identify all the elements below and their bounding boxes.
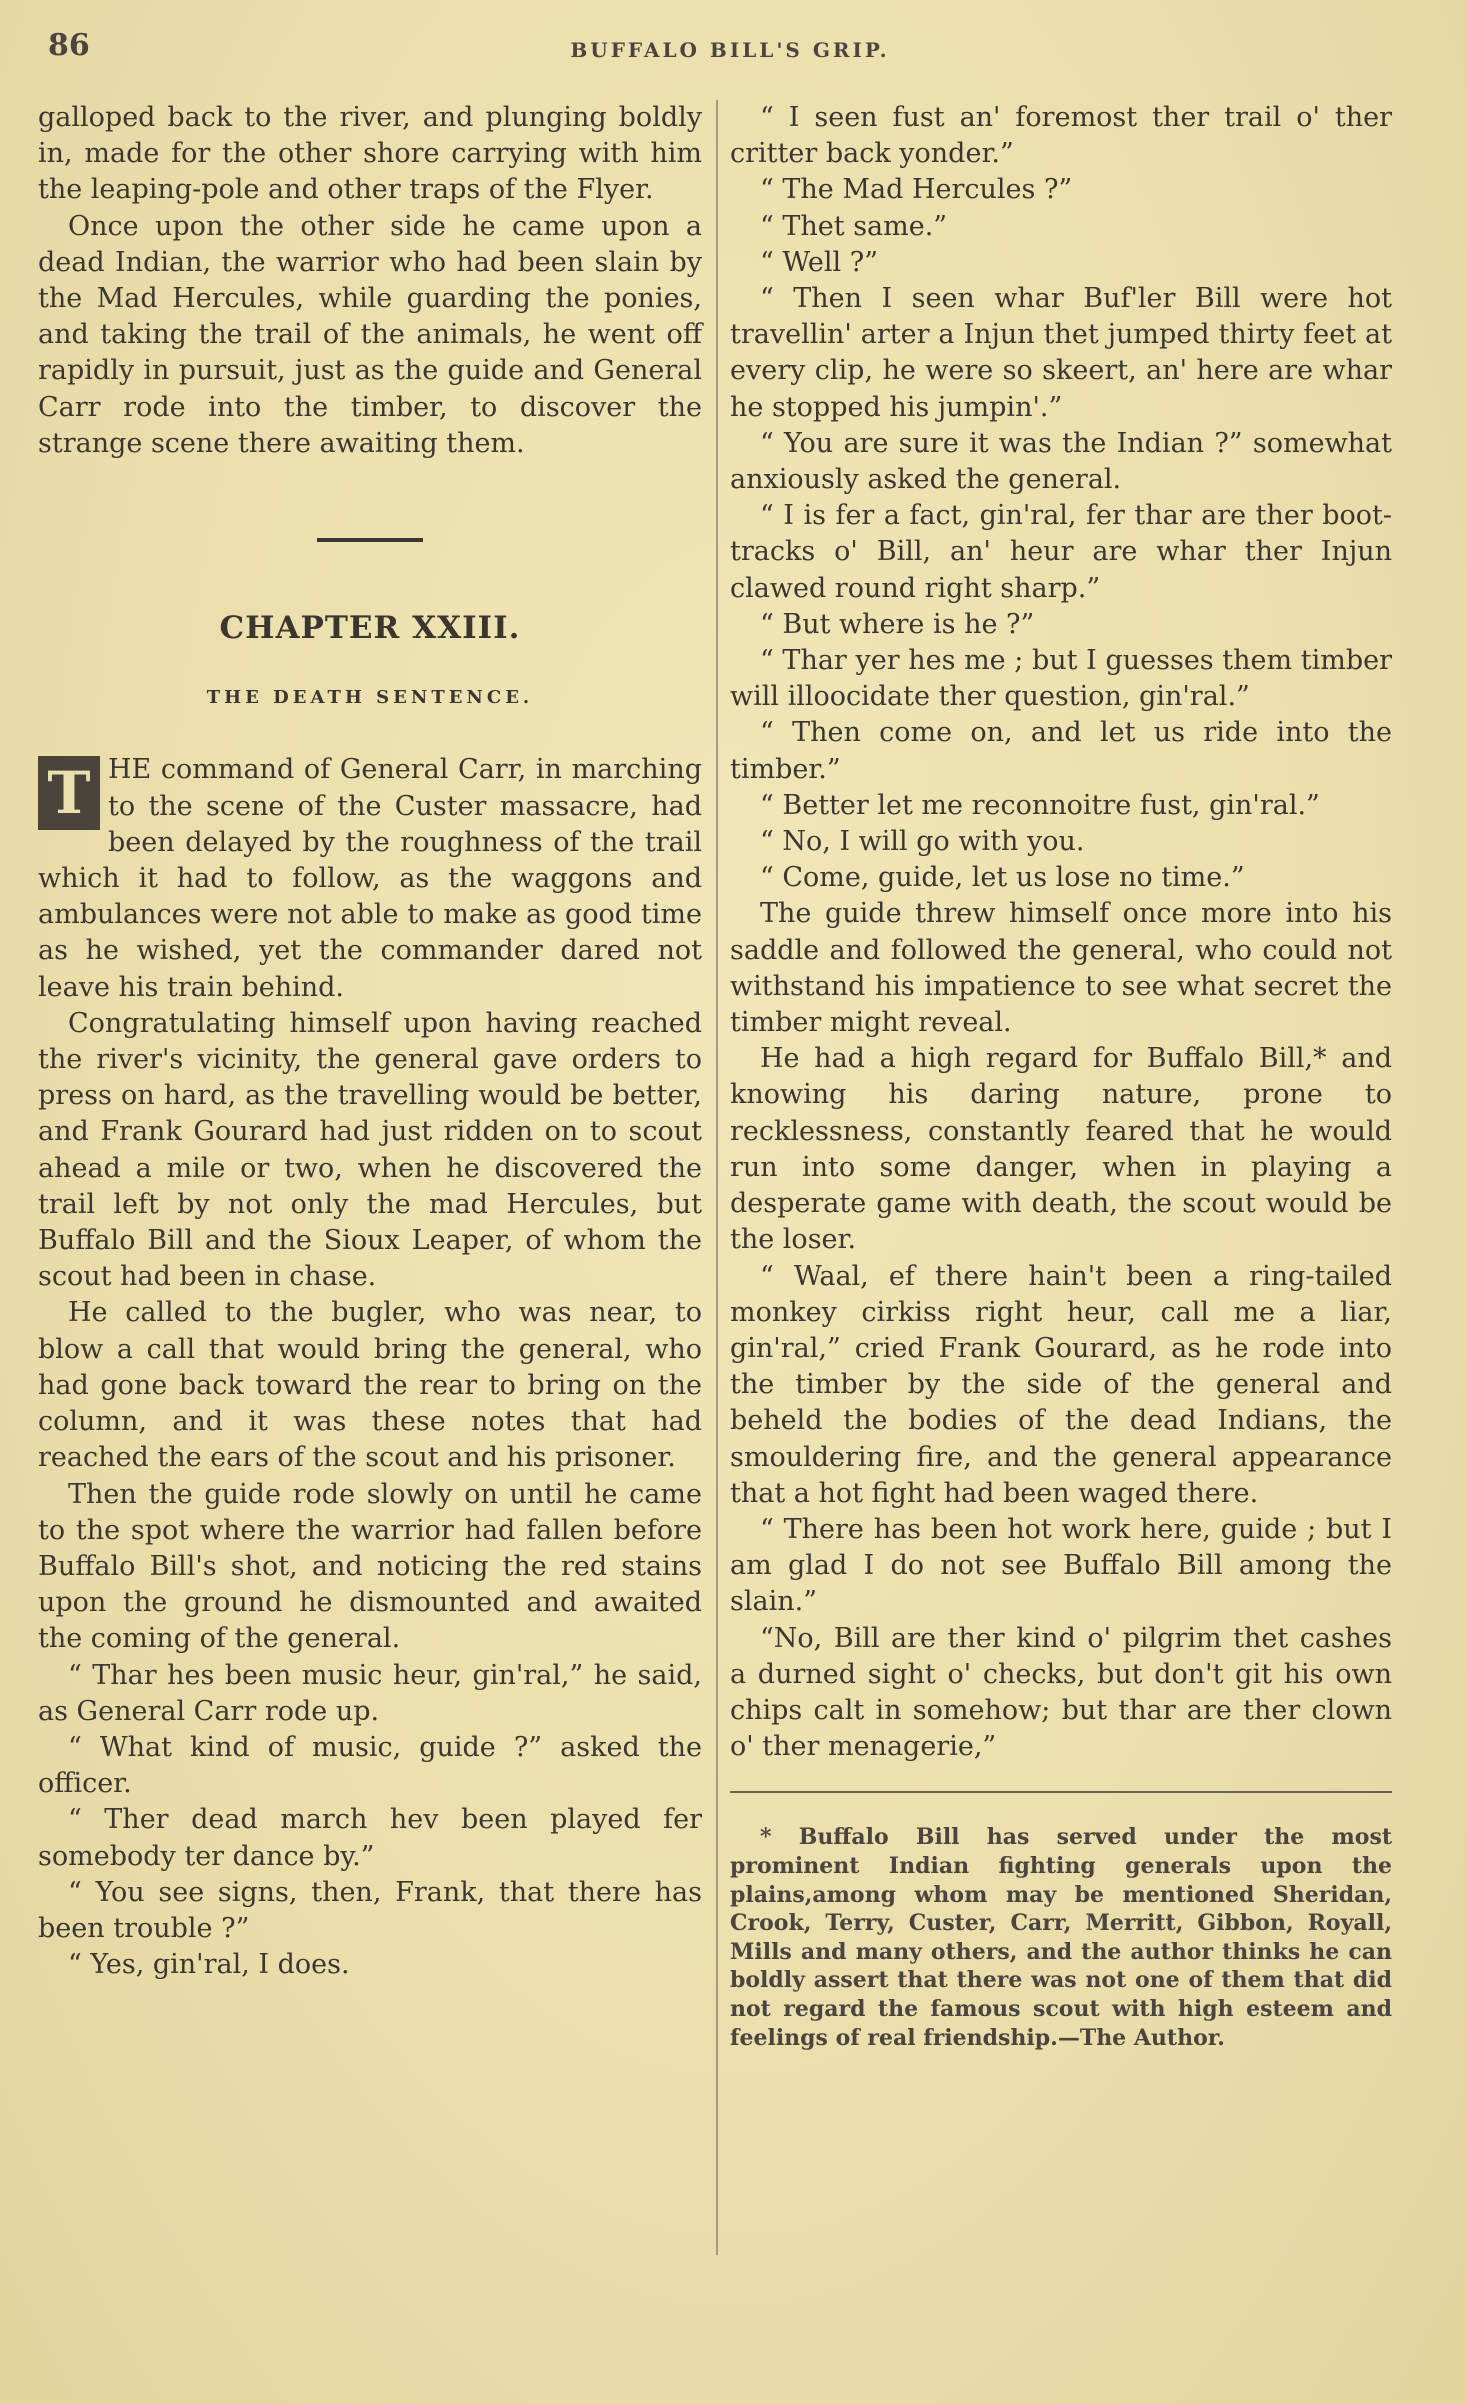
paragraph: Once upon the other side he came upon a dead Indian, the warrior who had been slain by the Mad Hercules, while guarding the ponies, and taking the trail of the animals, he went off rapidly in pursuit, just as the guide and General Carr rode into the timber, to discover the strange scene there awaiting them. <box>38 210 702 459</box>
chapter-opening <box>38 752 702 1005</box>
paragraph: “ Come, guide, let us lose no time.” <box>760 862 1245 894</box>
right-column <box>730 100 1392 2052</box>
paragraph: “ The Mad Hercules ?” <box>760 174 1073 206</box>
paragraph: Then the guide rode slowly on until he came to the spot where the warrior had fallen before Buffalo Bill's shot, and noticing the red stains upon the ground he dismounted and awaited the coming of the general. <box>38 1478 702 1655</box>
running-title: BUFFALO BILL'S GRIP. <box>570 38 890 62</box>
paragraph: He had a high regard for Buffalo Bill,* and knowing his daring nature, prone to recklessness, constantly feared that he would run into some danger, when in playing a desperate game with death, the scout would be the loser. <box>730 1043 1392 1256</box>
footnote: * Buffalo Bill has served under the most prominent Indian fighting generals upon the plains,among whom may be mentioned Sheridan, Crook, Terry, Custer, Carr, Merritt, Gibbon, Royall, Mills and many others, and the author thinks he can boldly assert that there was not one of them that did not regard the famous scout with high esteem and feelings of real friendship.—The Author. <box>730 1824 1392 2051</box>
paragraph: “ There has been hot work here, guide ; but I am glad I do not see Buffalo Bill among the slain.” <box>730 1513 1392 1618</box>
paragraph: “ Ther dead march hev been played fer somebody ter dance by.” <box>38 1804 702 1872</box>
section-divider <box>317 538 423 542</box>
paragraph: “ Then I seen whar Buf'ler Bill were hot travellin' arter a Injun thet jumped thirty feet at every clip, he were so skeert, an' here are whar he stopped his jumpin'.” <box>730 283 1392 423</box>
paragraph: “ No, I will go with you. <box>760 826 1085 858</box>
paragraph: “ Waal, ef there hain't been a ring-tailed monkey cirkiss right heur, call me a liar, gin'ral,” cried Frank Gourard, as he rode into the timber by the side of the general and beheld the bodies of the dead Indians, the smouldering fire, and the general appearance that a hot fight had been waged there. <box>730 1260 1392 1509</box>
paragraph: galloped back to the river, and plunging boldly in, made for the other shore carrying with him the leaping-pole and other traps of the Flyer. <box>38 102 702 206</box>
drop-cap: T <box>38 756 100 830</box>
running-head <box>40 28 1420 72</box>
paragraph: “ Better let me reconnoitre fust, gin'ral.” <box>760 789 1320 821</box>
paragraph: He called to the bugler, who was near, to blow a call that would bring the general, who had gone back toward the rear to bring on the column, and it was these notes that had reached the ears of the scout and his prisoner. <box>38 1297 702 1474</box>
paragraph: “ Thar hes been music heur, gin'ral,” he said, as General Carr rode up. <box>38 1659 702 1727</box>
paragraph: “ Yes, gin'ral, I does. <box>68 1949 350 1981</box>
chapter-title: CHAPTER XXIII. <box>219 610 521 647</box>
paragraph: “ But where is he ?” <box>760 608 1035 640</box>
paragraph: Congratulating himself upon having reached the river's vicinity, the general gave orders to press on hard, as the travelling would be better, and Frank Gourard had just ridden on to scout ahead a mile or two, when he discovered the trail left by not only the mad Hercules, but Buffalo Bill and the Sioux Leaper, of whom the scout had been in chase. <box>38 1007 702 1293</box>
column-rule <box>716 100 718 2255</box>
chapter-subtitle: THE DEATH SENTENCE. <box>206 687 534 709</box>
paragraph: “ Well ?” <box>760 246 879 278</box>
paragraph: “No, Bill are ther kind o' pilgrim thet cashes a durned sight o' checks, but don't git his own chips calt in somehow; but thar are ther clown o' ther menagerie,” <box>730 1622 1392 1763</box>
paragraph: HE command of General Carr, in marching to the scene of the Custer massacre, had been delayed by the roughness of the trail which it had to follow, as the waggons and ambulances were not able to make as good time as he wished, yet the commander dared not leave his train behind. <box>38 754 702 1003</box>
paragraph: “ What kind of music, guide ?” asked the officer. <box>38 1731 702 1800</box>
paragraph: “ I is fer a fact, gin'ral, fer thar are ther boot-tracks o' Bill, an' heur are whar ther Injun clawed round right sharp.” <box>730 500 1392 604</box>
paragraph: “ You are sure it was the Indian ?” somewhat anxiously asked the general. <box>730 427 1392 496</box>
paragraph: “ Thar yer hes me ; but I guesses them timber will illoocidate ther question, gin'ral.” <box>730 645 1392 713</box>
left-column <box>38 100 702 1983</box>
paragraph: “ Then come on, and let us ride into the timber.” <box>730 717 1392 785</box>
paragraph: “ I seen fust an' foremost ther trail o' ther critter back yonder.” <box>730 102 1392 170</box>
paragraph: The guide threw himself once more into his saddle and followed the general, who could not withstand his impatience to see what secret the timber might reveal. <box>730 898 1392 1039</box>
page-number: 86 <box>48 28 90 63</box>
paragraph: “ Thet same.” <box>760 210 948 242</box>
footnote-rule <box>730 1791 1392 1793</box>
paragraph: “ You see signs, then, Frank, that there has been trouble ?” <box>38 1876 702 1944</box>
